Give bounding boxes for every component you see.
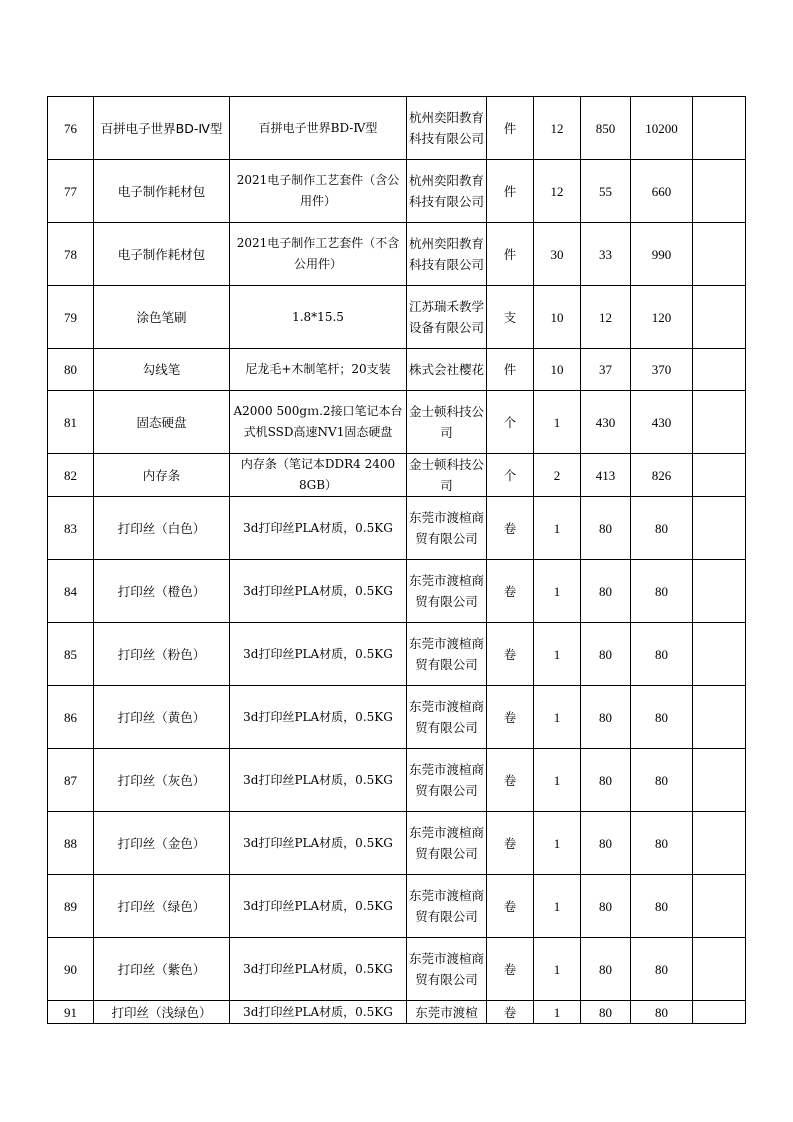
cell-number: 76: [48, 97, 94, 160]
cell-unit-price: 80: [581, 497, 631, 560]
cell-unit-price: 80: [581, 1001, 631, 1024]
table-row: [48, 812, 746, 875]
cell-number: 79: [48, 286, 94, 349]
cell-total: 990: [631, 223, 693, 286]
table-row: [48, 938, 746, 1001]
table-row: [48, 497, 746, 560]
cell-supplier: 东莞市渡楦商贸有限公司: [407, 686, 487, 749]
cell-specification: A2000 500gｍ.2接口笔记本台式机SSD高速NV1固态硬盘: [230, 391, 407, 454]
cell-number: 86: [48, 686, 94, 749]
cell-number: 90: [48, 938, 94, 1001]
cell-note: [693, 97, 746, 160]
table-row: [48, 749, 746, 812]
cell-item-name: 打印丝（绿色）: [94, 875, 230, 938]
cell-total: 80: [631, 875, 693, 938]
table-row: [48, 875, 746, 938]
cell-total: 80: [631, 686, 693, 749]
table-body: [48, 97, 746, 1024]
cell-item-name: 打印丝（粉色）: [94, 623, 230, 686]
cell-item-name: 涂色笔刷: [94, 286, 230, 349]
cell-note: [693, 349, 746, 391]
cell-unit-price: 37: [581, 349, 631, 391]
cell-total: 826: [631, 454, 693, 497]
cell-supplier: 金士顿科技公司: [407, 454, 487, 497]
cell-quantity: 1: [534, 497, 581, 560]
cell-unit: 卷: [487, 812, 534, 875]
cell-quantity: 1: [534, 1001, 581, 1024]
cell-unit: 支: [487, 286, 534, 349]
cell-item-name: 电子制作耗材包: [94, 223, 230, 286]
cell-total: 80: [631, 938, 693, 1001]
table-row: [48, 223, 746, 286]
cell-unit: 卷: [487, 497, 534, 560]
cell-number: 88: [48, 812, 94, 875]
cell-quantity: 10: [534, 349, 581, 391]
cell-number: 83: [48, 497, 94, 560]
cell-supplier: 东莞市渡楦商贸有限公司: [407, 749, 487, 812]
cell-unit: 卷: [487, 560, 534, 623]
cell-note: [693, 497, 746, 560]
cell-unit-price: 80: [581, 623, 631, 686]
cell-item-name: 打印丝（灰色）: [94, 749, 230, 812]
cell-specification: 3d打印丝PLA材质，0.5KG: [230, 497, 407, 560]
cell-note: [693, 875, 746, 938]
cell-specification: 2021电子制作工艺套件（不含公用件）: [230, 223, 407, 286]
cell-note: [693, 812, 746, 875]
cell-total: 80: [631, 749, 693, 812]
table-row: [48, 160, 746, 223]
cell-specification: 3d打印丝PLA材质，0.5KG: [230, 812, 407, 875]
table-row: [48, 349, 746, 391]
table-row: [48, 686, 746, 749]
cell-item-name: 百拼电子世界BD-Ⅳ型: [94, 97, 230, 160]
cell-item-name: 打印丝（橙色）: [94, 560, 230, 623]
table-row: [48, 1001, 746, 1024]
cell-specification: 3d打印丝PLA材质，0.5KG: [230, 623, 407, 686]
cell-unit: 卷: [487, 875, 534, 938]
cell-specification: 3d打印丝PLA材质，0.5KG: [230, 1001, 407, 1024]
table-row: [48, 97, 746, 160]
cell-supplier: 东莞市渡楦商贸有限公司: [407, 560, 487, 623]
cell-specification: 3d打印丝PLA材质，0.5KG: [230, 938, 407, 1001]
cell-unit: 件: [487, 160, 534, 223]
cell-number: 91: [48, 1001, 94, 1024]
cell-quantity: 10: [534, 286, 581, 349]
cell-total: 120: [631, 286, 693, 349]
cell-unit: 件: [487, 349, 534, 391]
cell-note: [693, 286, 746, 349]
cell-supplier: 金士顿科技公司: [407, 391, 487, 454]
cell-unit-price: 80: [581, 938, 631, 1001]
cell-total: 370: [631, 349, 693, 391]
cell-item-name: 打印丝（浅绿色）: [94, 1001, 230, 1024]
cell-number: 82: [48, 454, 94, 497]
cell-unit: 件: [487, 97, 534, 160]
cell-note: [693, 391, 746, 454]
cell-supplier: 杭州奕阳教育科技有限公司: [407, 160, 487, 223]
cell-item-name: 打印丝（白色）: [94, 497, 230, 560]
cell-quantity: 1: [534, 875, 581, 938]
table-row: [48, 286, 746, 349]
cell-note: [693, 454, 746, 497]
cell-quantity: 12: [534, 160, 581, 223]
cell-note: [693, 223, 746, 286]
cell-unit-price: 33: [581, 223, 631, 286]
cell-item-name: 打印丝（黄色）: [94, 686, 230, 749]
cell-note: [693, 560, 746, 623]
cell-specification: 2021电子制作工艺套件（含公用件）: [230, 160, 407, 223]
cell-specification: 1.8*15.5: [230, 286, 407, 349]
cell-quantity: 1: [534, 812, 581, 875]
cell-item-name: 勾线笔: [94, 349, 230, 391]
cell-specification: 3d打印丝PLA材质，0.5KG: [230, 560, 407, 623]
table-row: [48, 560, 746, 623]
cell-unit-price: 80: [581, 560, 631, 623]
cell-note: [693, 749, 746, 812]
cell-specification: 尼龙毛+木制笔杆；20支装: [230, 349, 407, 391]
cell-supplier: 杭州奕阳教育科技有限公司: [407, 97, 487, 160]
cell-supplier: 东莞市渡楦商贸有限公司: [407, 812, 487, 875]
cell-total: 80: [631, 1001, 693, 1024]
cell-specification: 3d打印丝PLA材质，0.5KG: [230, 749, 407, 812]
cell-item-name: 打印丝（金色）: [94, 812, 230, 875]
cell-item-name: 电子制作耗材包: [94, 160, 230, 223]
cell-specification: 内存条（笔记本DDR4 2400 8GB）: [230, 454, 407, 497]
cell-quantity: 1: [534, 560, 581, 623]
cell-unit-price: 80: [581, 686, 631, 749]
cell-total: 80: [631, 623, 693, 686]
cell-unit: 卷: [487, 686, 534, 749]
cell-supplier: 杭州奕阳教育科技有限公司: [407, 223, 487, 286]
cell-note: [693, 686, 746, 749]
cell-supplier: 东莞市渡楦商贸有限公司: [407, 497, 487, 560]
table-row: [48, 454, 746, 497]
cell-note: [693, 938, 746, 1001]
cell-unit-price: 413: [581, 454, 631, 497]
cell-item-name: 固态硬盘: [94, 391, 230, 454]
cell-supplier: 东莞市渡楦商贸有限公司: [407, 875, 487, 938]
cell-number: 84: [48, 560, 94, 623]
cell-specification: 3d打印丝PLA材质，0.5KG: [230, 686, 407, 749]
cell-supplier: 江苏瑞禾教学设备有限公司: [407, 286, 487, 349]
cell-unit: 卷: [487, 1001, 534, 1024]
cell-unit-price: 12: [581, 286, 631, 349]
cell-total: 80: [631, 497, 693, 560]
cell-note: [693, 623, 746, 686]
cell-unit-price: 430: [581, 391, 631, 454]
cell-item-name: 内存条: [94, 454, 230, 497]
cell-unit-price: 80: [581, 812, 631, 875]
cell-quantity: 2: [534, 454, 581, 497]
cell-supplier: 东莞市渡楦商贸有限公司: [407, 938, 487, 1001]
cell-unit: 个: [487, 391, 534, 454]
cell-number: 77: [48, 160, 94, 223]
cell-quantity: 1: [534, 749, 581, 812]
cell-unit-price: 80: [581, 749, 631, 812]
cell-number: 85: [48, 623, 94, 686]
cell-unit-price: 55: [581, 160, 631, 223]
cell-supplier: 东莞市渡楦商贸有限公司: [407, 623, 487, 686]
cell-total: 80: [631, 812, 693, 875]
equipment-list-table: [47, 96, 746, 1024]
cell-unit: 卷: [487, 749, 534, 812]
cell-quantity: 12: [534, 97, 581, 160]
cell-unit-price: 850: [581, 97, 631, 160]
cell-note: [693, 160, 746, 223]
cell-quantity: 1: [534, 623, 581, 686]
cell-total: 10200: [631, 97, 693, 160]
cell-note: [693, 1001, 746, 1024]
cell-quantity: 1: [534, 391, 581, 454]
table-row: [48, 391, 746, 454]
table-row: [48, 623, 746, 686]
cell-specification: 3d打印丝PLA材质，0.5KG: [230, 875, 407, 938]
cell-number: 87: [48, 749, 94, 812]
cell-item-name: 打印丝（紫色）: [94, 938, 230, 1001]
cell-unit: 卷: [487, 623, 534, 686]
cell-number: 80: [48, 349, 94, 391]
cell-total: 80: [631, 560, 693, 623]
cell-supplier: 株式会社樱花: [407, 349, 487, 391]
cell-unit: 卷: [487, 938, 534, 1001]
cell-total: 660: [631, 160, 693, 223]
cell-unit-price: 80: [581, 875, 631, 938]
cell-number: 89: [48, 875, 94, 938]
cell-total: 430: [631, 391, 693, 454]
cell-quantity: 30: [534, 223, 581, 286]
cell-quantity: 1: [534, 938, 581, 1001]
cell-unit: 件: [487, 223, 534, 286]
cell-number: 81: [48, 391, 94, 454]
cell-unit: 个: [487, 454, 534, 497]
cell-supplier: 东莞市渡楦: [407, 1001, 487, 1024]
cell-specification: 百拼电子世界BD-Ⅳ型: [230, 97, 407, 160]
cell-quantity: 1: [534, 686, 581, 749]
cell-number: 78: [48, 223, 94, 286]
